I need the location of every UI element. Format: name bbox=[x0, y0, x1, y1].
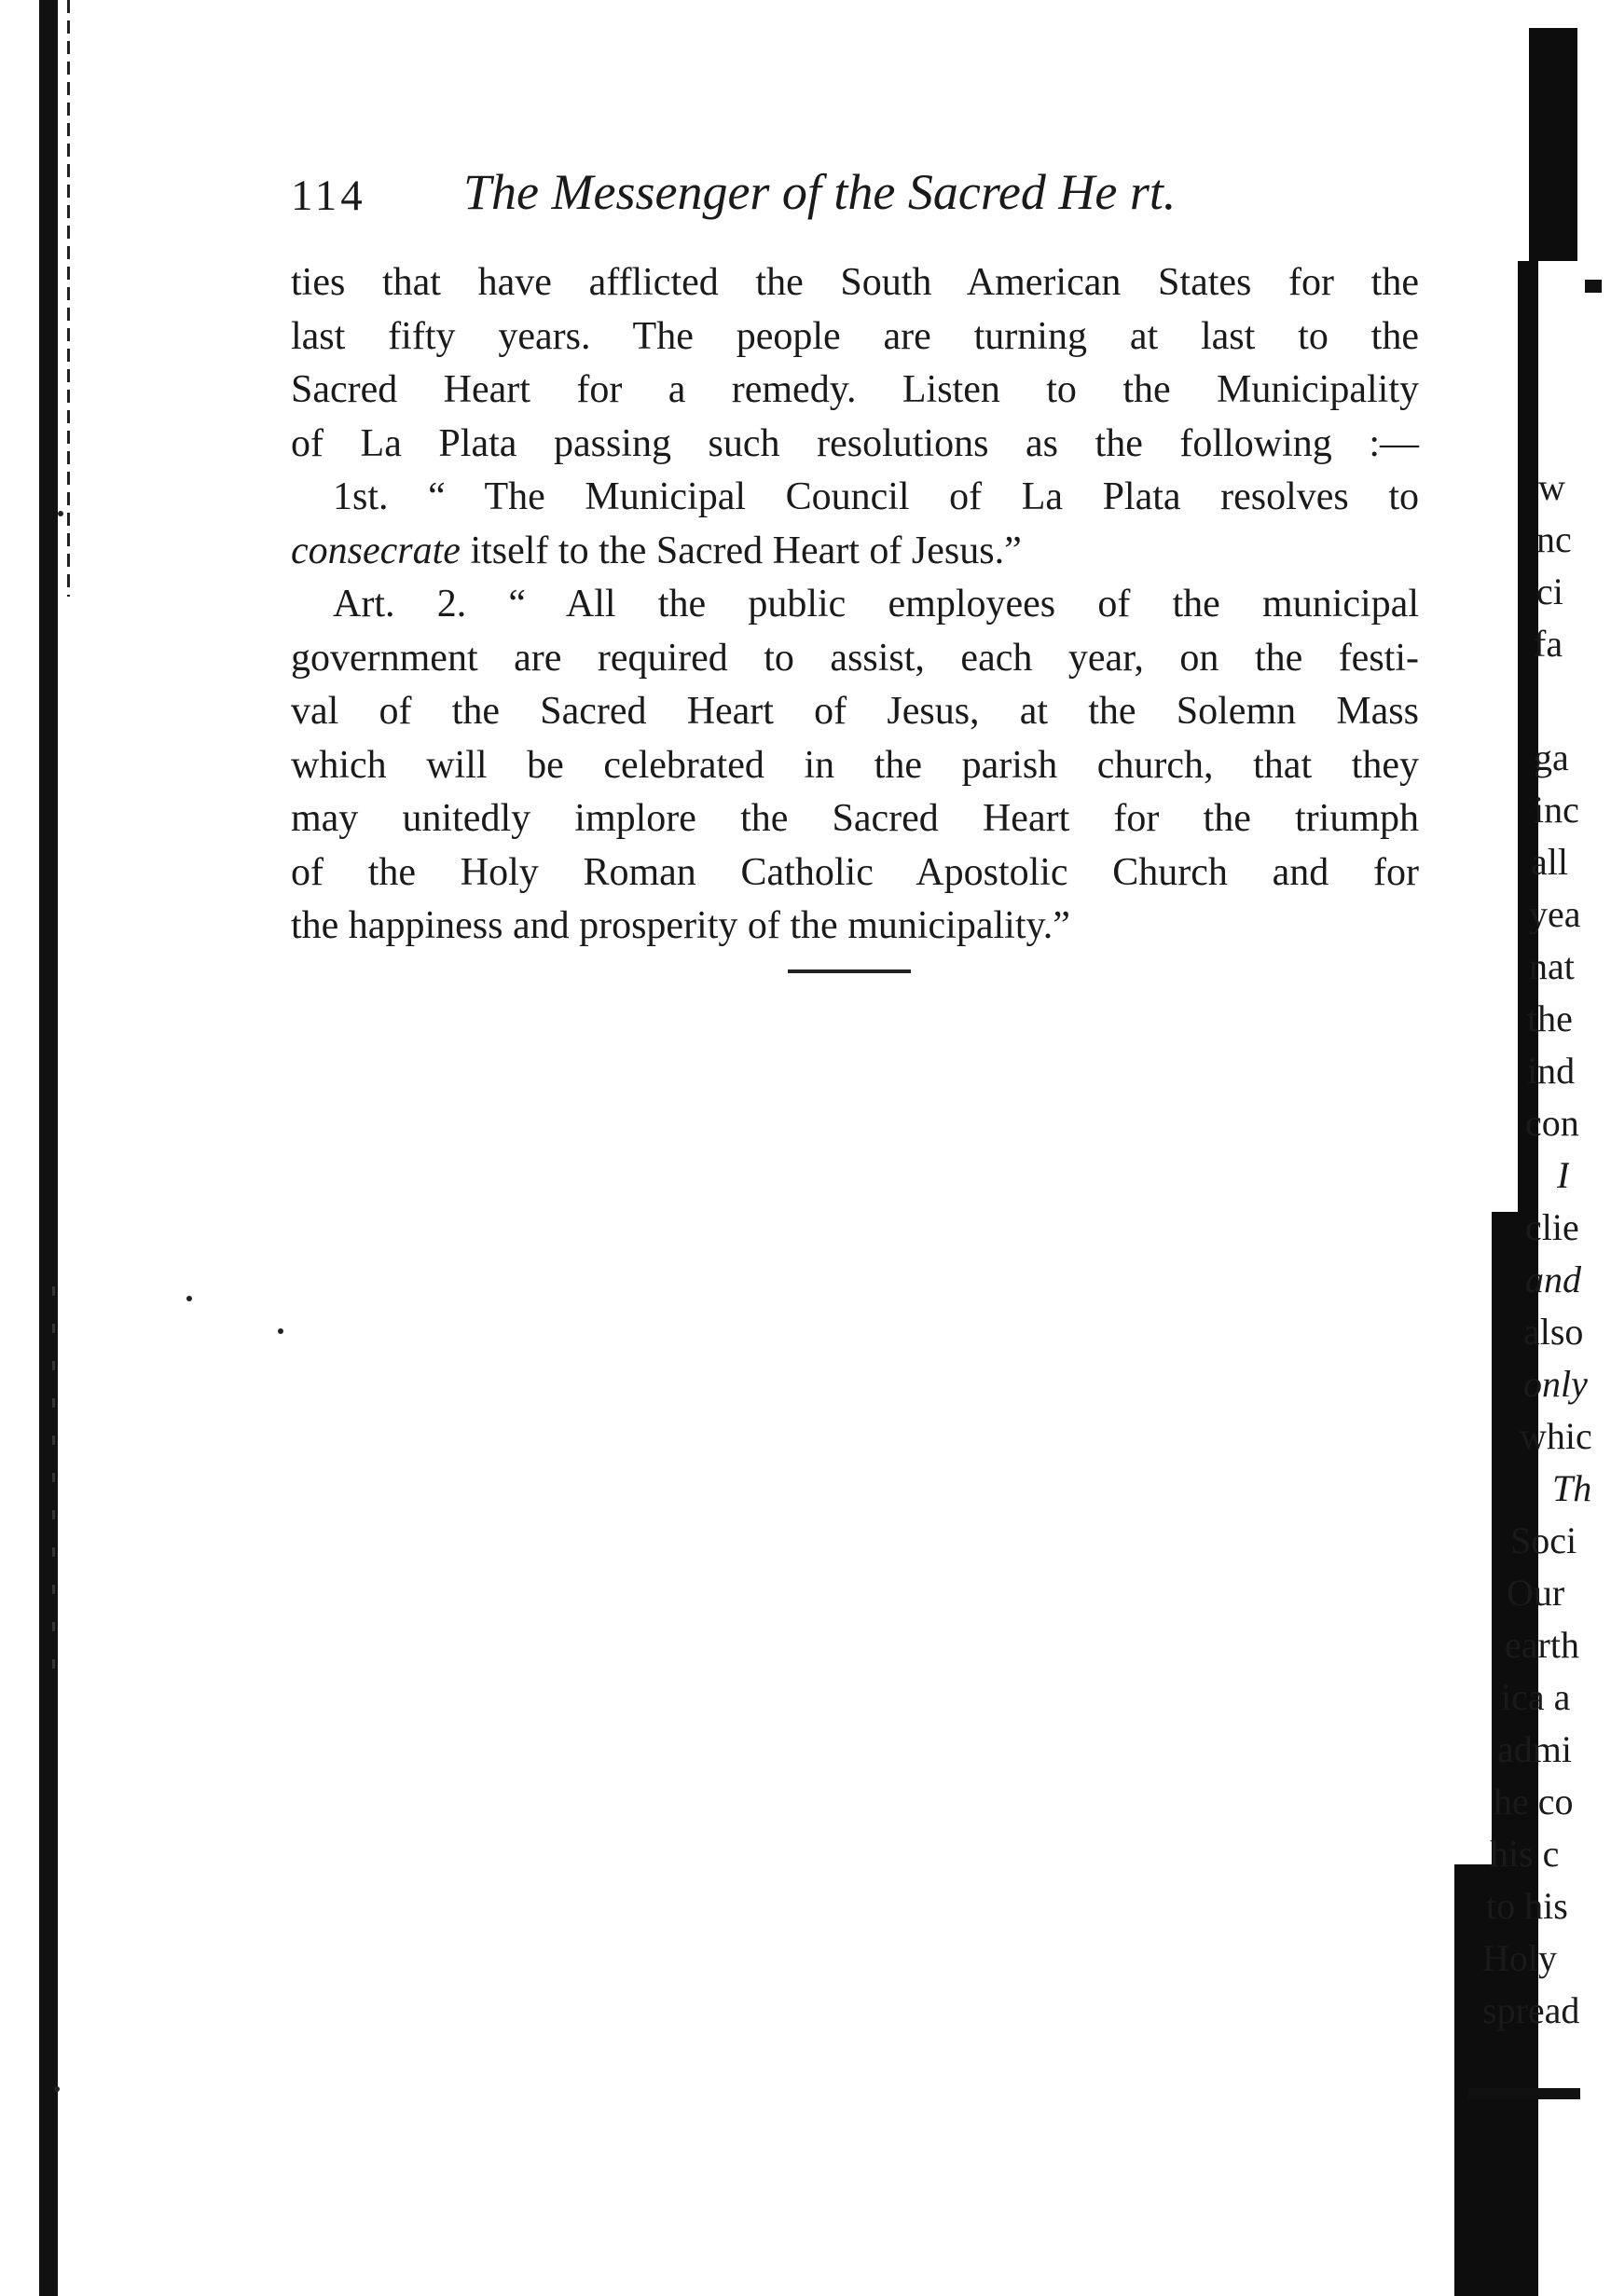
text-line: ties that have afflicted the South American States for the bbox=[291, 261, 1419, 304]
italic-word: consecrate bbox=[291, 529, 461, 572]
text-line: of La Plata passing such resolutions as the following :— bbox=[291, 421, 1419, 465]
text-line: government are required to assist, each year, on the festi- bbox=[291, 636, 1419, 680]
section-divider bbox=[788, 969, 911, 973]
page-number: 114 bbox=[291, 172, 366, 220]
facing-page-fragment: admi bbox=[1497, 1728, 1572, 1770]
facing-page-fragment: spread bbox=[1482, 1989, 1580, 2031]
text-line: of the Holy Roman Catholic Apostolic Church and for bbox=[291, 850, 1419, 894]
facing-page-mark bbox=[1585, 280, 1602, 293]
text-fragment: itself to the Sacred Heart of Jesus.” bbox=[460, 529, 1022, 572]
binding-edge bbox=[39, 0, 58, 2296]
facing-page-fragment: ci bbox=[1536, 571, 1563, 612]
facing-page-fragment: ga bbox=[1534, 736, 1569, 778]
body-text bbox=[291, 256, 1419, 954]
facing-page-fragment: inc bbox=[1534, 789, 1579, 831]
facing-page-fragment: also bbox=[1523, 1311, 1584, 1353]
facing-page-fragment: Soci bbox=[1510, 1519, 1577, 1561]
facing-page-fragment: ica a bbox=[1501, 1676, 1571, 1718]
facing-page-rule bbox=[1468, 2088, 1580, 2099]
facing-page-fragment: I bbox=[1557, 1154, 1570, 1196]
facing-page-fragment: w bbox=[1538, 466, 1565, 508]
text-line: the happiness and prosperity of the municipality.” bbox=[291, 904, 1070, 947]
facing-page-fragment: he co bbox=[1494, 1780, 1574, 1822]
facing-page-fragment: Th bbox=[1552, 1467, 1592, 1509]
paragraph bbox=[291, 578, 1419, 632]
paragraph bbox=[291, 256, 1419, 471]
facing-page-fragment: con bbox=[1525, 1102, 1579, 1144]
facing-page-fragment: ind bbox=[1527, 1050, 1576, 1092]
facing-page-fragment: nat bbox=[1529, 945, 1575, 987]
running-title: The Messenger of the Sacred He rt. bbox=[463, 164, 1177, 220]
facing-page-fragment: and bbox=[1525, 1258, 1581, 1300]
facing-page-fragment: yea bbox=[1529, 893, 1581, 935]
text-line: 1st. “ The Municipal Council of La Plata resolves to bbox=[333, 475, 1419, 518]
binding-edge-ticks bbox=[52, 1286, 55, 1678]
text-line: which will be celebrated in the parish church, that they bbox=[291, 743, 1419, 787]
text-line bbox=[291, 525, 1419, 579]
scan-speck bbox=[278, 1328, 283, 1334]
facing-page-fragment: nc bbox=[1536, 518, 1572, 560]
facing-page-fragment: all bbox=[1531, 841, 1568, 883]
binding-edge-dashes bbox=[67, 0, 70, 597]
paragraph bbox=[291, 471, 1419, 525]
scan-speck bbox=[54, 2086, 60, 2092]
facing-page-fragment: whic bbox=[1520, 1415, 1592, 1457]
facing-page-fragment: earth bbox=[1505, 1624, 1579, 1666]
facing-page-fragment: clie bbox=[1525, 1206, 1579, 1248]
facing-page-fragment: Holy bbox=[1482, 1937, 1557, 1979]
scan-speck bbox=[58, 511, 63, 516]
paragraph bbox=[291, 632, 1419, 954]
facing-page-fragment: to his bbox=[1486, 1885, 1568, 1927]
page-header bbox=[291, 163, 1270, 228]
facing-page-fragment: only bbox=[1523, 1363, 1588, 1405]
facing-page-fragment: Our bbox=[1507, 1572, 1565, 1614]
text-line: Sacred Heart for a remedy. Listen to the Municipality bbox=[291, 368, 1419, 411]
facing-page-shadow bbox=[1529, 28, 1577, 261]
facing-page-fragment: the bbox=[1527, 997, 1573, 1039]
scan-speck bbox=[186, 1296, 192, 1301]
text-line: val of the Sacred Heart of Jesus, at the Solemn Mass bbox=[291, 690, 1419, 733]
text-line: may unitedly implore the Sacred Heart for the triumph bbox=[291, 797, 1419, 840]
facing-page-fragment: fa bbox=[1534, 623, 1563, 665]
text-line: Art. 2. “ All the public employees of the municipal bbox=[333, 583, 1419, 626]
text-line: last fifty years. The people are turning at last to the bbox=[291, 314, 1419, 358]
facing-page-fragment: his c bbox=[1490, 1833, 1560, 1875]
